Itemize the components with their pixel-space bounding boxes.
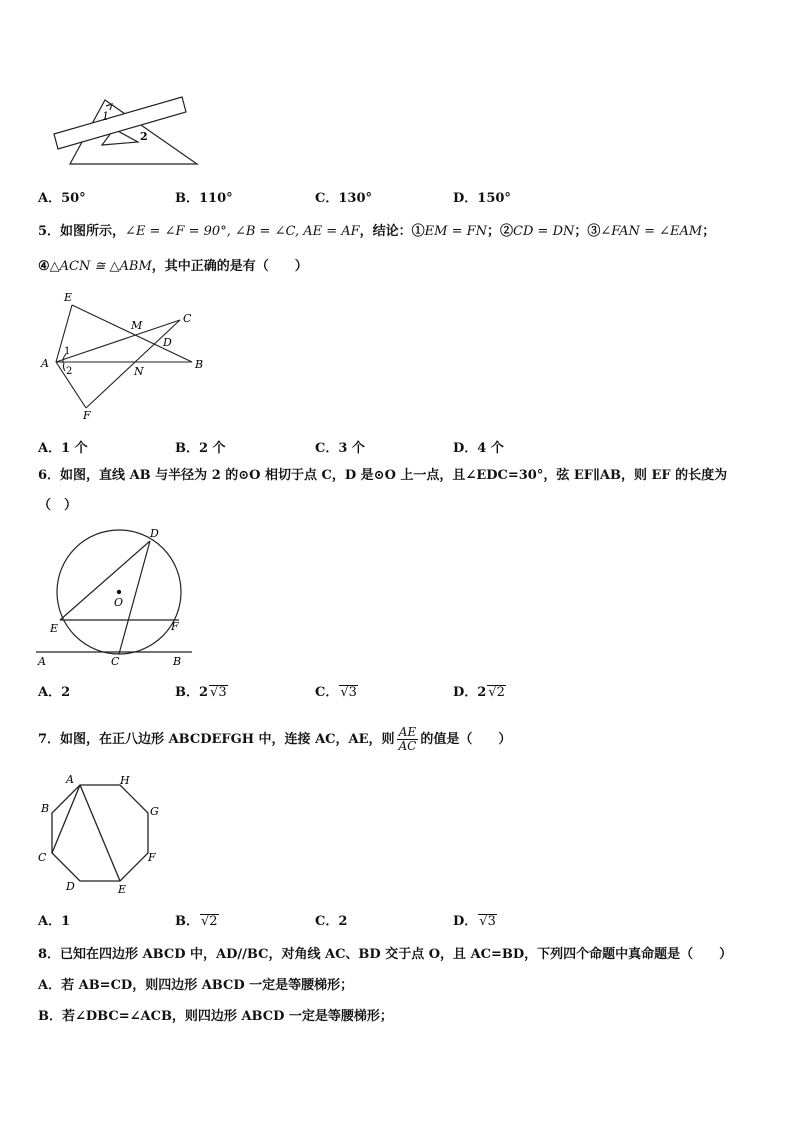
q7-option-c[interactable]: [315, 910, 347, 929]
q5-conclusion-2: CD = DN: [513, 224, 575, 239]
q7-label-B: B: [41, 802, 50, 815]
q6-option-d-text: D．2: [453, 685, 487, 700]
q7-option-b-text: B．: [175, 914, 199, 929]
q7-option-b[interactable]: [175, 910, 219, 929]
q4-ruler: [54, 97, 186, 149]
q6-label-A: A: [38, 655, 46, 668]
q5-label-F: F: [83, 409, 91, 422]
q6-option-a[interactable]: [38, 681, 70, 700]
q5-prefix: 5．如图所示，: [38, 224, 126, 239]
q7-prefix: 7．如图，在正八边形 ABCDEFGH 中，连接 AC，AE，则: [38, 732, 395, 747]
q4-label-1: 1: [102, 110, 109, 123]
q7-option-c-text: C．2: [315, 914, 348, 929]
q6-option-d[interactable]: [453, 681, 506, 700]
q6-option-c-radicand: 3: [348, 685, 357, 700]
q6-label-E: E: [50, 622, 59, 635]
q7-option-a[interactable]: [38, 910, 70, 929]
q6-option-b[interactable]: [175, 681, 228, 700]
q7-label-C: C: [38, 851, 47, 864]
q5-label-B: B: [195, 358, 204, 371]
q4-option-a[interactable]: A．50°: [38, 191, 86, 206]
q5-sep3: ；: [702, 224, 716, 239]
q5-option-c[interactable]: C．3 个: [315, 441, 365, 456]
q7-option-a-text: A．1: [38, 914, 71, 929]
q5-label-E: E: [64, 291, 73, 304]
q5-line2-prefix: ④: [38, 259, 50, 274]
q6-label-B: B: [173, 655, 182, 668]
q6-center-dot: [117, 590, 121, 594]
q6-label-D: D: [150, 527, 159, 540]
q5-label-1: 1: [64, 346, 71, 357]
q7-fraction: [397, 726, 419, 753]
q5-label-C: C: [183, 312, 192, 325]
q7-frac-den: AC: [398, 739, 417, 753]
q4-option-b[interactable]: B．110°: [175, 191, 233, 206]
q8-option-b[interactable]: B．若∠DBC=∠ACB，则四边形 ABCD 一定是等腰梯形；: [38, 1009, 393, 1024]
q5-label-N: N: [134, 365, 144, 378]
q7-figure: [34, 770, 164, 900]
q7-option-d-radicand: 3: [487, 914, 496, 929]
q5-option-b[interactable]: B．2 个: [175, 441, 226, 456]
q7-label-H: H: [120, 774, 130, 787]
q7-frac-num: AE: [397, 726, 419, 740]
q7-label-D: D: [66, 880, 75, 893]
q7-stem: [38, 722, 511, 758]
sqrt-icon: √3: [479, 914, 496, 929]
q7-label-G: G: [150, 805, 159, 818]
q6-label-F: F: [171, 620, 179, 633]
sqrt-icon: √2: [201, 914, 218, 929]
q7-suffix: 的值是（ ）: [420, 732, 512, 747]
q7-option-b-radicand: 2: [209, 914, 218, 929]
q7-label-E: E: [118, 883, 127, 896]
q7-label-A: A: [66, 773, 74, 786]
q5-figure: [36, 288, 216, 423]
q6-option-a-text: A．2: [38, 685, 71, 700]
q6-label-O: O: [114, 596, 124, 609]
q6-option-d-radicand: 2: [496, 685, 505, 700]
q5-label-2: 2: [66, 366, 73, 377]
q6-option-b-radicand: 3: [218, 685, 227, 700]
q8-stem: 8．已知在四边形 ABCD 中，AD//BC，对角线 AC、BD 交于点 O，且 AC=BD，下列四个命题中真命题是（ ）: [38, 947, 733, 962]
q5-stem-line1: [38, 223, 715, 241]
q4-label-2: 2: [140, 130, 148, 143]
q7-option-d-text: D．: [453, 914, 478, 929]
sqrt-icon: √3: [210, 685, 227, 700]
q4-option-c[interactable]: C．130°: [315, 191, 372, 206]
q8-option-a[interactable]: A．若 AB=CD，则四边形 ABCD 一定是等腰梯形；: [38, 978, 354, 993]
q5-conclusion-4: △ACN ≅ △ABM: [49, 259, 152, 274]
q6-option-c[interactable]: [315, 681, 358, 700]
q5-conclusion-1: EM = FN: [424, 224, 488, 239]
q4-figure: [40, 92, 210, 172]
q5-sep2: ；③: [574, 224, 601, 239]
q7-option-d[interactable]: [453, 910, 497, 929]
q5-option-a[interactable]: A．1 个: [38, 441, 88, 456]
q6-stem-line1: 6．如图，直线 AB 与半径为 2 的⊙O 相切于点 C，D 是⊙O 上一点，且∠EDC=30°，弦 EF∥AB，则 EF 的长度为: [38, 468, 728, 483]
q6-label-C: C: [111, 655, 120, 668]
sqrt-icon: √2: [488, 685, 505, 700]
q5-math: ∠E = ∠F = 90°, ∠B = ∠C, AE = AF: [125, 224, 360, 239]
q5-label-A: A: [41, 357, 49, 370]
q6-option-b-text: B．2: [175, 685, 209, 700]
sqrt-icon: √3: [340, 685, 357, 700]
q5-mid: ，结论：①: [359, 224, 425, 239]
q7-label-F: F: [148, 851, 156, 864]
q5-option-d[interactable]: D．4 个: [453, 441, 504, 456]
q5-sep1: ；②: [487, 224, 514, 239]
q6-option-c-text: C．: [315, 685, 339, 700]
q5-label-M: M: [131, 319, 143, 332]
q5-conclusion-3: ∠FAN = ∠EAM: [600, 224, 703, 239]
q5-label-D: D: [163, 336, 172, 349]
q6-figure: [34, 520, 199, 670]
q6-stem-line2: （ ）: [38, 498, 78, 513]
q5-stem-line2: [38, 258, 308, 276]
q4-option-d[interactable]: D．150°: [453, 191, 511, 206]
q5-line2-suffix: ，其中正确的是有（ ）: [151, 259, 308, 274]
